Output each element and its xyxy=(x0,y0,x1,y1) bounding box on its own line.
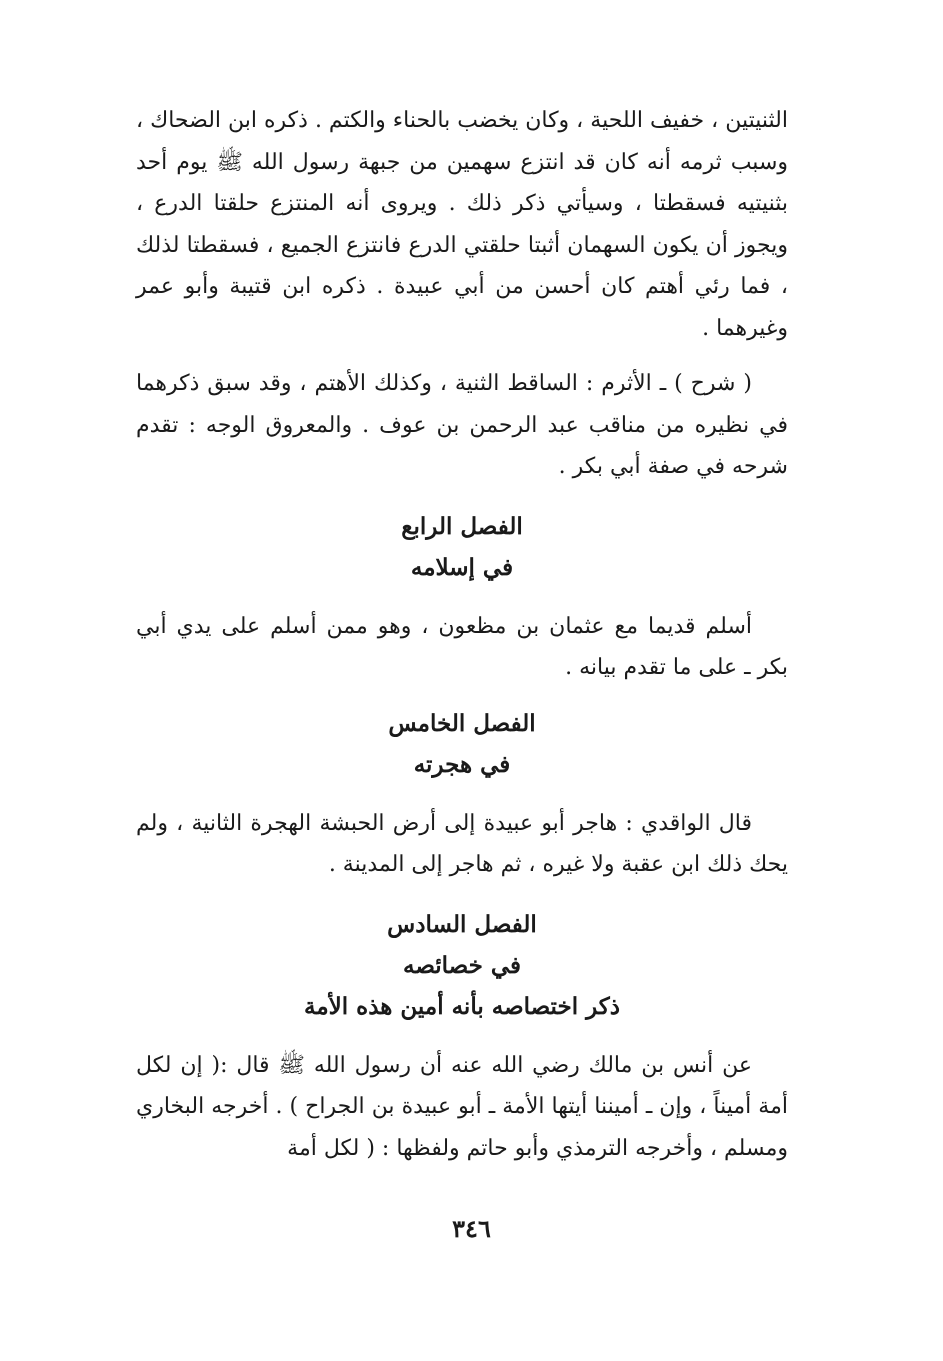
chapter-subtitle-6: في خصائصه xyxy=(402,951,522,979)
page-number: ٣٤٦ xyxy=(452,1214,491,1243)
page-body xyxy=(136,100,788,1169)
paragraph-islam: أسلم قديما مع عثمان بن مظعون ، وهو ممن أسلم على يدي أبي بكر ـ على ما تقدم بيانه . xyxy=(136,613,788,680)
paragraph-hadith: عن أنس بن مالك رضي الله عنه أن رسول الله ﷺ قال :( إن لكل أمة أميناً ، وإن ـ أميننا أيتها الأمة ـ أبو عبيدة بن الجراح ) . أخرجه البخاري ومسلم ، وأخرجه الترمذي وأبو حاتم ولفظها : ( لكل أمة xyxy=(136,1052,788,1161)
chapter-subtitle-5: في هجرته xyxy=(413,750,511,778)
chapter-subtitle-4: في إسلامه xyxy=(410,553,514,581)
section-subheading: ذكر اختصاصه بأنه أمين هذه الأمة xyxy=(304,992,620,1020)
paragraph-hijra: قال الواقدي : هاجر أبو عبيدة إلى أرض الحبشة الهجرة الثانية ، ولم يحك ذلك ابن عقبة ولا غيره ، ثم هاجر إلى المدينة . xyxy=(136,810,788,877)
paragraph-commentary: ( شرح ) ـ الأثرم : الساقط الثنية ، وكذلك الأهتم ، وقد سبق ذكرهما في نظيره من مناقب عبد الرحمن بن عوف . والمعروق الوجه : تقدم شرحه في صفة أبي بكر . xyxy=(136,371,788,479)
chapter-title-4: الفصل الرابع xyxy=(401,512,523,540)
chapter-title-6: الفصل السادس xyxy=(387,910,537,938)
paragraph-continuation: الثنيتين ، خفيف اللحية ، وكان يخضب بالحناء والكتم . ذكره ابن الضحاك ، وسبب ثرمه أنه كان قد انتزع سهمين من جبهة رسول الله ﷺ يوم أحد بثنيتيه فسقطتا ، وسيأتي ذكر ذلك . ويروى أنه المنتزع حلقتا الدرع ، ويجوز أن يكون السهمان أثبتا حلقتي الدرع فانتزع الجميع ، فسقطتا لذلك ، فما رئي أهتم كان أحسن من أبي عبيدة . ذكره ابن قتيبة وأبو عمر وغيرهما . xyxy=(136,108,788,341)
chapter-title-5: الفصل الخامس xyxy=(388,709,536,737)
